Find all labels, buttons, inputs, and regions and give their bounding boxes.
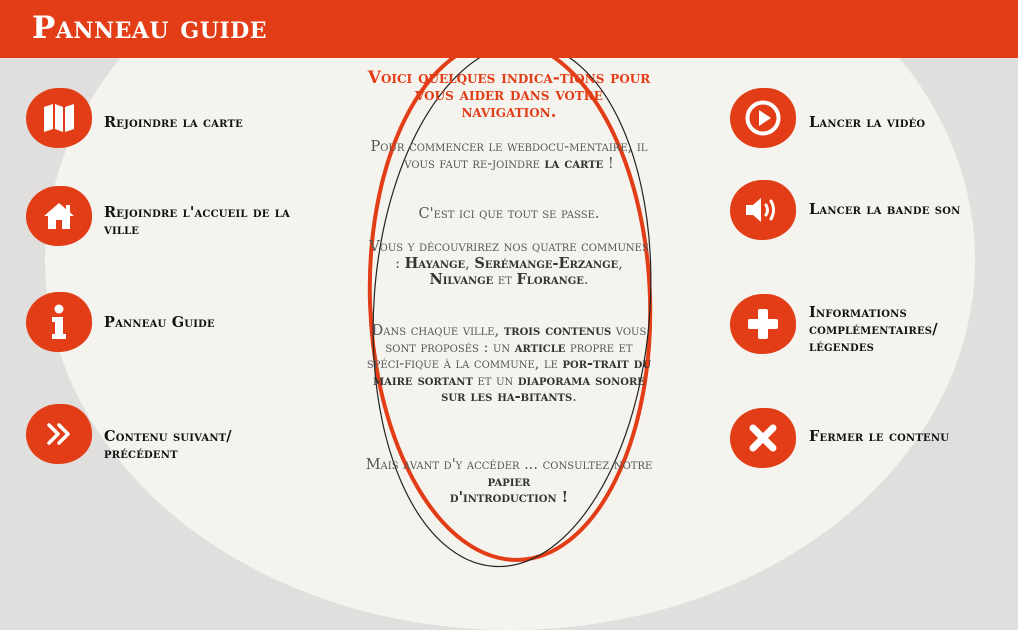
info-icon bbox=[49, 304, 69, 340]
paragraph-2: C'est ici que tout se passe. bbox=[418, 206, 600, 222]
info-more-label: Informations complémentaires/ légendes bbox=[809, 304, 938, 355]
intro-paper-link-2[interactable]: d'introduction ! bbox=[449, 489, 569, 506]
audio-button[interactable] bbox=[730, 180, 796, 240]
home-button[interactable] bbox=[26, 186, 92, 246]
paragraph-1: Pour commencer le webdocu-mentaire, il vous faut re-joindre la carte ! bbox=[370, 139, 648, 172]
guide-text bbox=[365, 70, 653, 121]
header-bar bbox=[0, 0, 1018, 58]
home-icon bbox=[42, 201, 76, 231]
close-icon bbox=[748, 423, 778, 453]
guide-button[interactable] bbox=[26, 292, 92, 352]
next-prev-label: Contenu suivant/ précédent bbox=[104, 428, 232, 462]
close-label: Fermer le contenu bbox=[809, 428, 950, 445]
paragraph-4: Dans chaque ville, trois contenus vous sont proposés : un article propre et spéci-fique à la commune, le por-trait du maire sortant et un diaporama sonore sur les ha-bitants. bbox=[366, 322, 652, 405]
video-label: Lancer la vidéo bbox=[809, 114, 926, 131]
intro-paper-link[interactable]: papier bbox=[487, 472, 531, 490]
speaker-icon bbox=[743, 194, 783, 226]
next-prev-button[interactable] bbox=[26, 404, 92, 464]
audio-label: Lancer la bande son bbox=[809, 201, 961, 218]
guide-label: Panneau Guide bbox=[104, 314, 215, 331]
map-label: Rejoindre la carte bbox=[104, 114, 243, 131]
page-title: Panneau guide bbox=[32, 10, 268, 46]
map-link-text: la carte bbox=[544, 154, 604, 172]
chevrons-right-icon bbox=[46, 422, 72, 446]
play-icon bbox=[744, 99, 782, 137]
video-button[interactable] bbox=[730, 88, 796, 148]
intro-heading: Voici quelques indica-tions pour vous aider dans votre navigation. bbox=[367, 68, 651, 122]
home-label: Rejoindre l'accueil de la ville bbox=[104, 204, 290, 238]
info-more-button[interactable] bbox=[730, 294, 796, 354]
close-button[interactable] bbox=[730, 408, 796, 468]
map-icon bbox=[42, 102, 76, 134]
map-button[interactable] bbox=[26, 88, 92, 148]
plus-icon bbox=[746, 307, 780, 341]
paragraph-5: Mais avant d'y accéder ... consultez notre papier d'introduction ! bbox=[365, 457, 653, 506]
paragraph-3: Vous y découvrirez nos quatre communes : Hayange, Serémange-Erzange, Nilvange et Florange. bbox=[369, 239, 649, 288]
